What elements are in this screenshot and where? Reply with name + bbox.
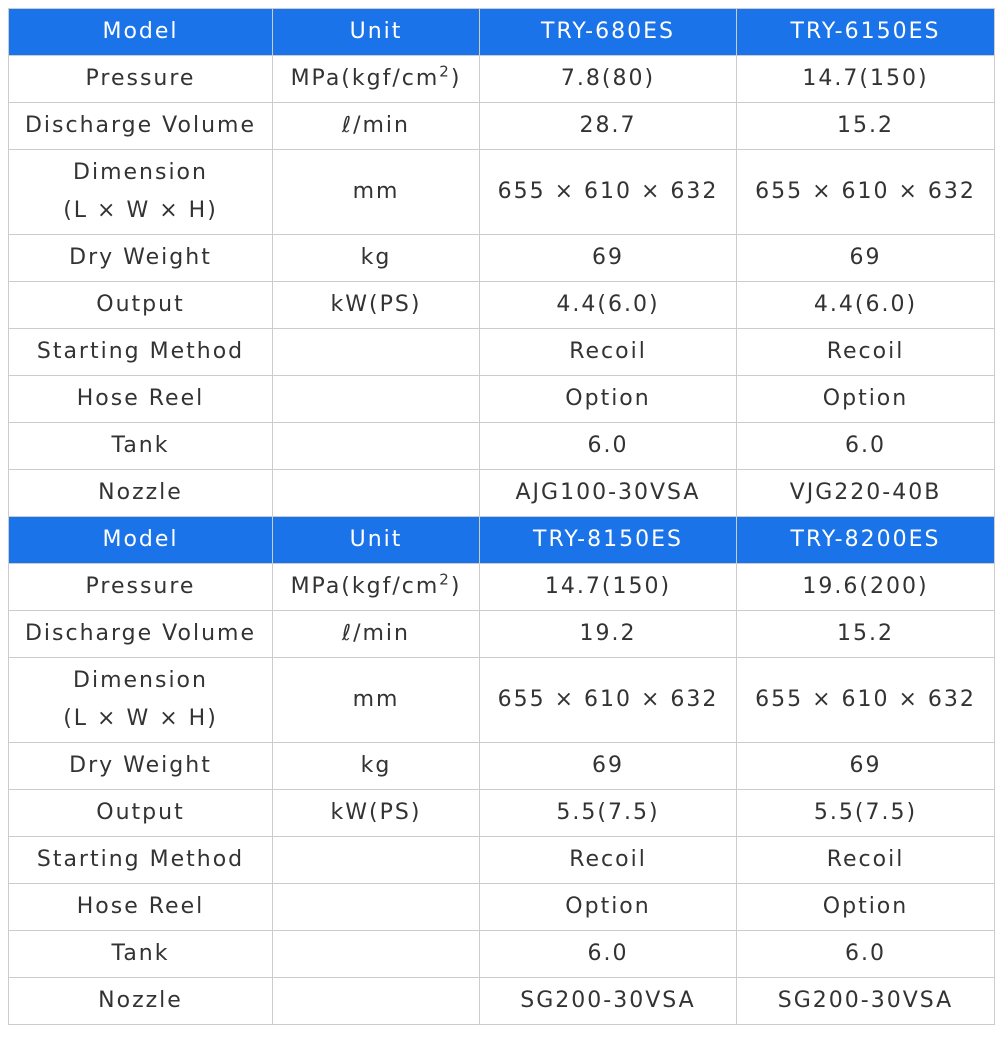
row-nozzle (9, 978, 995, 1025)
unit-pressure (273, 564, 480, 611)
unit-dry-weight: kg (273, 235, 480, 282)
label-nozzle: Nozzle (9, 978, 273, 1025)
value-pressure-a: 7.8(80) (480, 56, 737, 103)
unit-dimension: mm (273, 658, 480, 743)
unit-discharge: ℓ/min (273, 611, 480, 658)
header-unit: Unit (273, 517, 480, 564)
unit-pressure-base: MPa(kgf/cm (290, 574, 440, 599)
label-dry-weight: Dry Weight (9, 743, 273, 790)
value-output-a: 5.5(7.5) (480, 790, 737, 837)
unit-starting-method (273, 329, 480, 376)
value-discharge-b: 15.2 (737, 611, 995, 658)
unit-tank (273, 423, 480, 470)
value-hose-reel-a: Option (480, 884, 737, 931)
label-discharge: Discharge Volume (9, 103, 273, 150)
value-pressure-a: 14.7(150) (480, 564, 737, 611)
value-hose-reel-b: Option (737, 884, 995, 931)
value-pressure-b: 14.7(150) (737, 56, 995, 103)
value-dimension-b: 655 × 610 × 632 (737, 658, 995, 743)
row-starting-method (9, 837, 995, 884)
header-model-b: TRY-8200ES (737, 517, 995, 564)
unit-output: kW(PS) (273, 282, 480, 329)
value-dry-weight-a: 69 (480, 235, 737, 282)
row-discharge (9, 611, 995, 658)
value-dimension-a: 655 × 610 × 632 (480, 658, 737, 743)
label-tank: Tank (9, 931, 273, 978)
row-dry-weight (9, 235, 995, 282)
row-hose-reel (9, 376, 995, 423)
row-output (9, 790, 995, 837)
row-dimension (9, 150, 995, 235)
header-model: Model (9, 9, 273, 56)
value-dry-weight-b: 69 (737, 743, 995, 790)
unit-pressure (273, 56, 480, 103)
value-discharge-a: 19.2 (480, 611, 737, 658)
unit-output: kW(PS) (273, 790, 480, 837)
value-tank-a: 6.0 (480, 931, 737, 978)
value-hose-reel-b: Option (737, 376, 995, 423)
header-model-a: TRY-8150ES (480, 517, 737, 564)
row-tank (9, 423, 995, 470)
label-starting-method: Starting Method (9, 837, 273, 884)
label-hose-reel: Hose Reel (9, 376, 273, 423)
label-pressure: Pressure (9, 56, 273, 103)
header-unit: Unit (273, 9, 480, 56)
unit-discharge: ℓ/min (273, 103, 480, 150)
row-pressure (9, 56, 995, 103)
unit-hose-reel (273, 376, 480, 423)
value-nozzle-a: AJG100-30VSA (480, 470, 737, 517)
label-discharge: Discharge Volume (9, 611, 273, 658)
value-nozzle-a: SG200-30VSA (480, 978, 737, 1025)
unit-pressure-close: ) (450, 66, 462, 91)
value-dimension-b: 655 × 610 × 632 (737, 150, 995, 235)
label-dimension (9, 658, 273, 743)
value-nozzle-b: VJG220-40B (737, 470, 995, 517)
value-output-b: 4.4(6.0) (737, 282, 995, 329)
label-dimension-line1: Dimension (73, 160, 208, 185)
row-output (9, 282, 995, 329)
unit-starting-method (273, 837, 480, 884)
row-hose-reel (9, 884, 995, 931)
unit-pressure-base: MPa(kgf/cm (290, 66, 440, 91)
value-pressure-b: 19.6(200) (737, 564, 995, 611)
row-nozzle (9, 470, 995, 517)
unit-hose-reel (273, 884, 480, 931)
value-dimension-a: 655 × 610 × 632 (480, 150, 737, 235)
unit-nozzle (273, 978, 480, 1025)
row-tank (9, 931, 995, 978)
unit-dimension: mm (273, 150, 480, 235)
value-dry-weight-a: 69 (480, 743, 737, 790)
value-starting-method-a: Recoil (480, 837, 737, 884)
header-row (9, 517, 995, 564)
label-dimension-line1: Dimension (73, 668, 208, 693)
spec-table (8, 8, 995, 1025)
value-discharge-b: 15.2 (737, 103, 995, 150)
value-starting-method-b: Recoil (737, 837, 995, 884)
row-dry-weight (9, 743, 995, 790)
label-dimension-line2: (L × W × H) (63, 198, 218, 223)
unit-pressure-sup: 2 (439, 62, 451, 81)
row-starting-method (9, 329, 995, 376)
value-dry-weight-b: 69 (737, 235, 995, 282)
header-row (9, 9, 995, 56)
value-output-a: 4.4(6.0) (480, 282, 737, 329)
label-starting-method: Starting Method (9, 329, 273, 376)
label-tank: Tank (9, 423, 273, 470)
unit-pressure-sup: 2 (439, 570, 451, 589)
label-hose-reel: Hose Reel (9, 884, 273, 931)
header-model-b: TRY-6150ES (737, 9, 995, 56)
unit-dry-weight: kg (273, 743, 480, 790)
header-model-a: TRY-680ES (480, 9, 737, 56)
value-tank-b: 6.0 (737, 931, 995, 978)
unit-nozzle (273, 470, 480, 517)
value-nozzle-b: SG200-30VSA (737, 978, 995, 1025)
header-model: Model (9, 517, 273, 564)
label-output: Output (9, 790, 273, 837)
label-nozzle: Nozzle (9, 470, 273, 517)
value-tank-b: 6.0 (737, 423, 995, 470)
label-dry-weight: Dry Weight (9, 235, 273, 282)
value-tank-a: 6.0 (480, 423, 737, 470)
label-output: Output (9, 282, 273, 329)
row-discharge (9, 103, 995, 150)
value-hose-reel-a: Option (480, 376, 737, 423)
unit-pressure-close: ) (450, 574, 462, 599)
value-starting-method-b: Recoil (737, 329, 995, 376)
value-output-b: 5.5(7.5) (737, 790, 995, 837)
row-dimension (9, 658, 995, 743)
value-discharge-a: 28.7 (480, 103, 737, 150)
label-pressure: Pressure (9, 564, 273, 611)
value-starting-method-a: Recoil (480, 329, 737, 376)
label-dimension-line2: (L × W × H) (63, 706, 218, 731)
unit-tank (273, 931, 480, 978)
label-dimension (9, 150, 273, 235)
row-pressure (9, 564, 995, 611)
